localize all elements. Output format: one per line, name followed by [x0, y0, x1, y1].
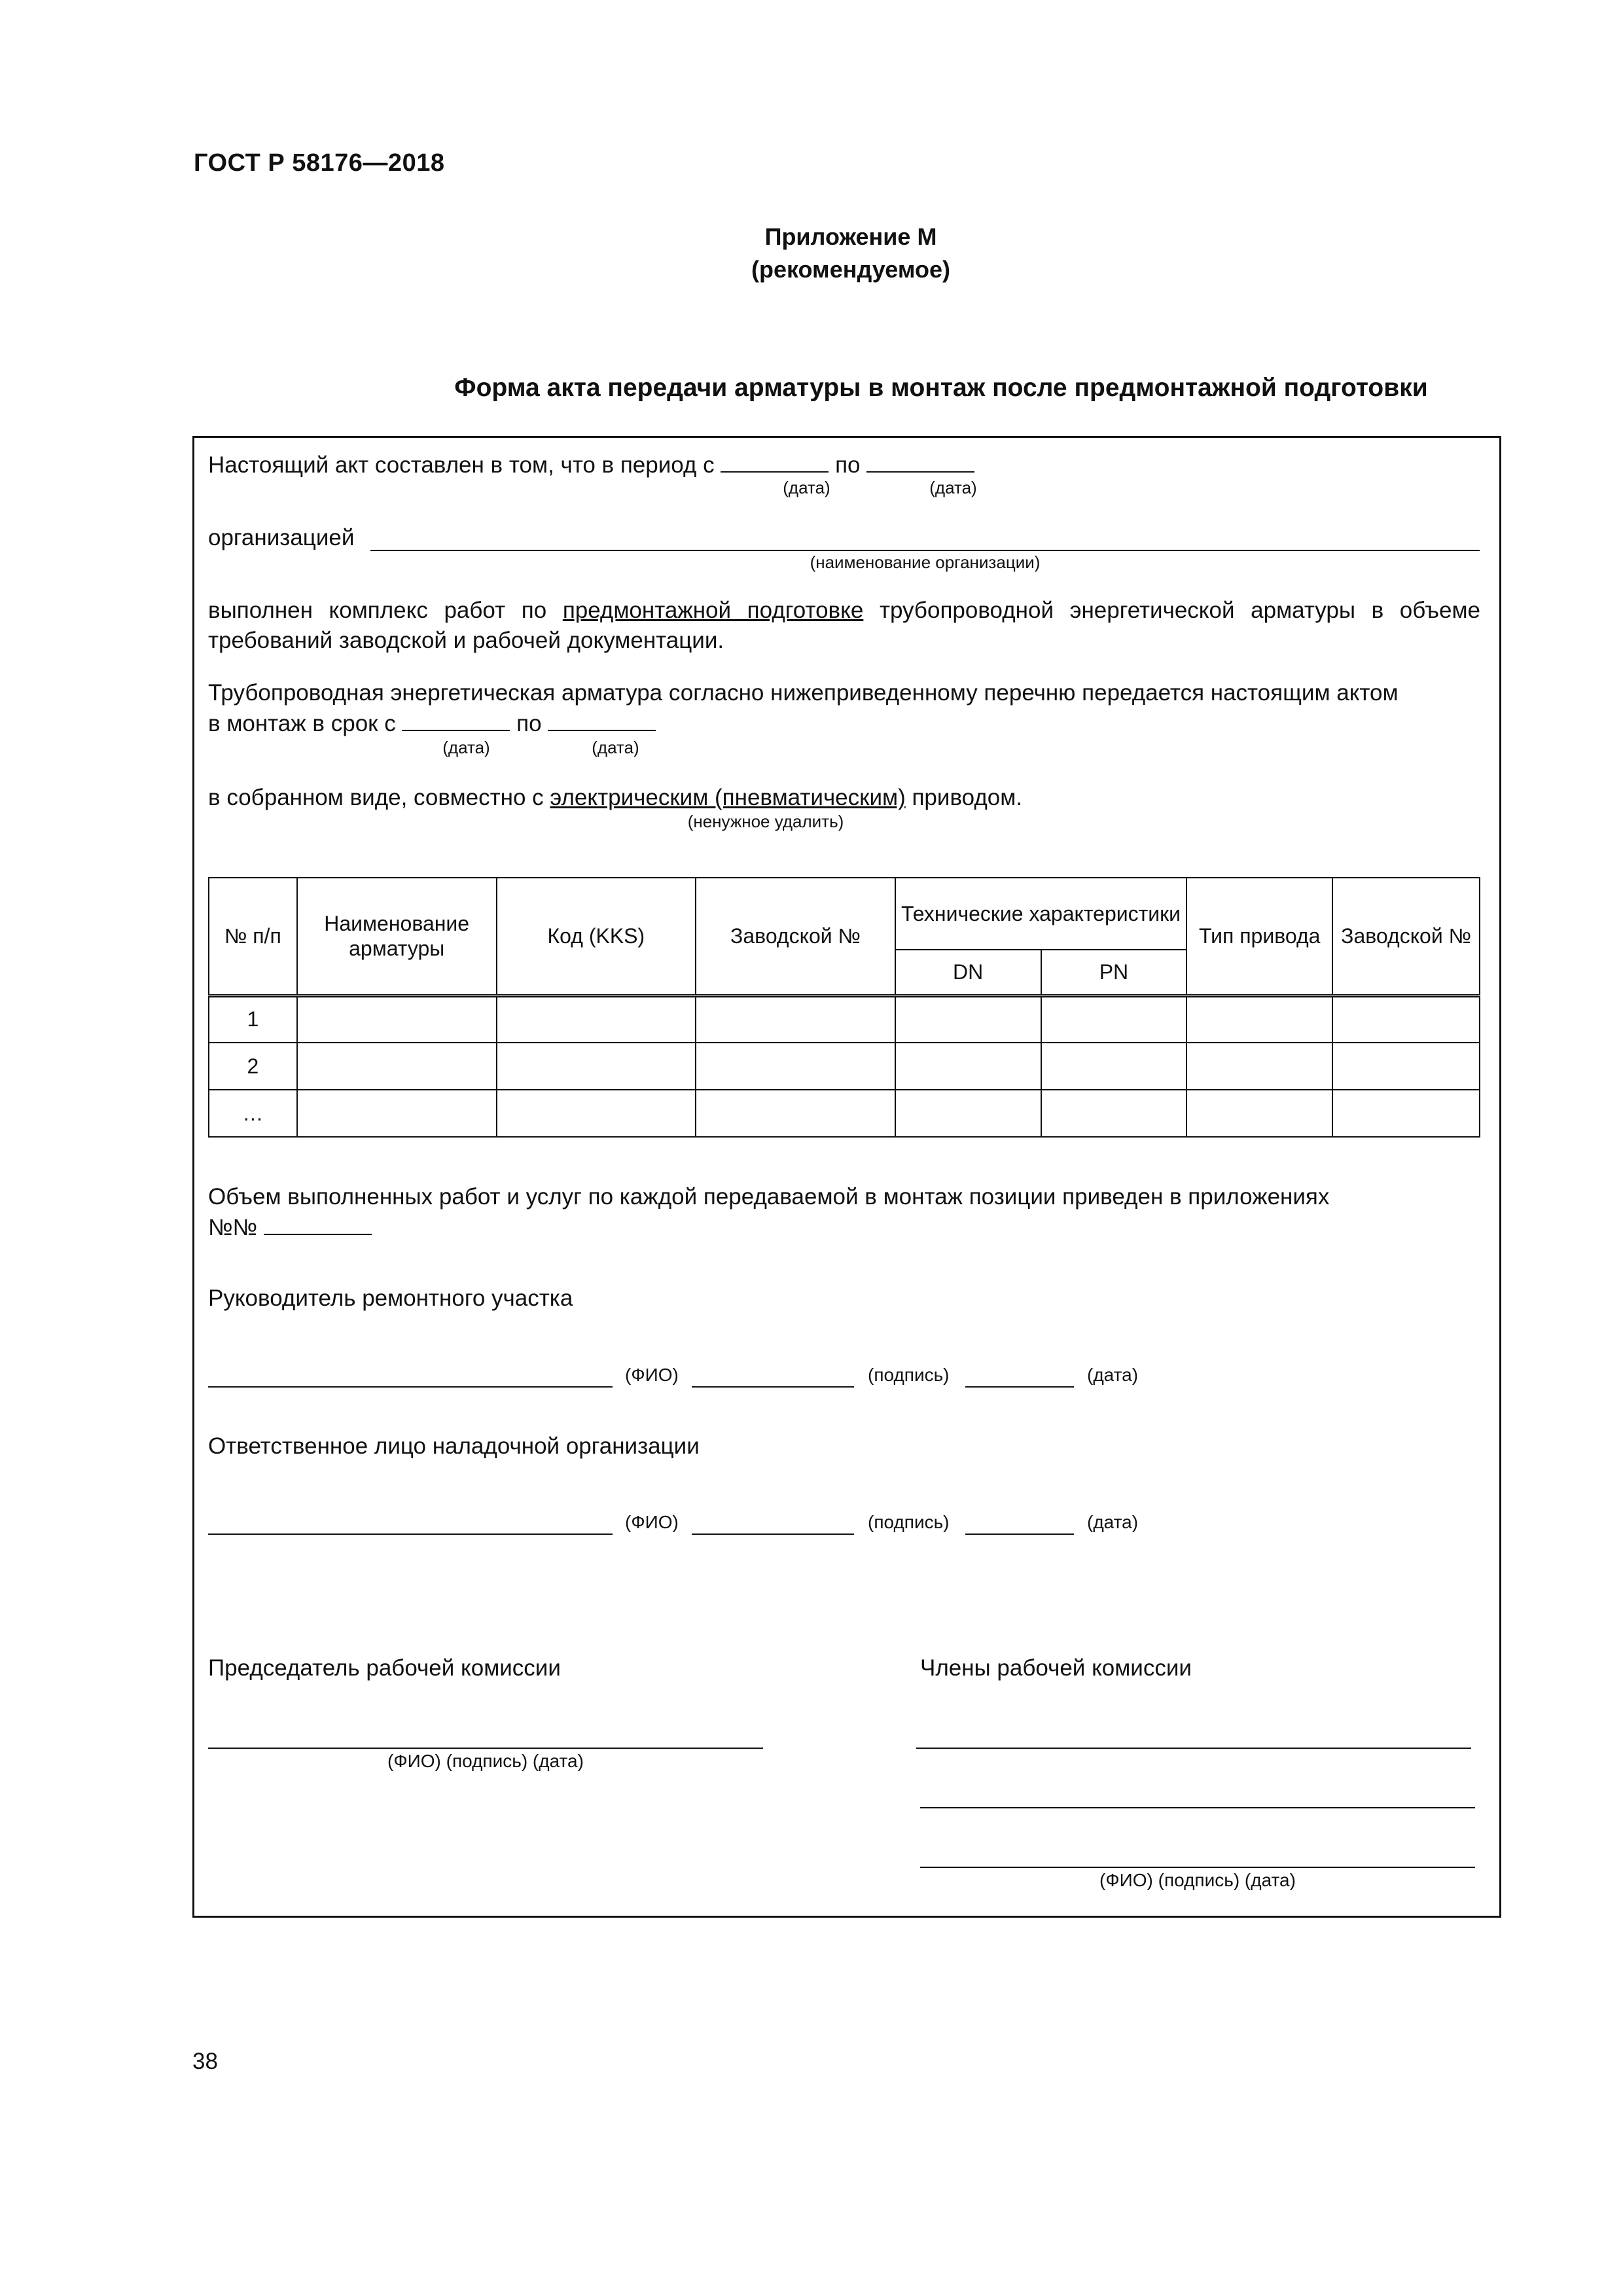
mount-start-field[interactable] — [402, 708, 510, 731]
repair-fio-caption: (ФИО) — [625, 1365, 679, 1385]
members-label: Члены рабочей комиссии — [920, 1655, 1192, 1681]
appendix-status: (рекомендуемое) — [751, 256, 950, 283]
cell-drive-type[interactable] — [1186, 1043, 1332, 1090]
work-text-before: выполнен комплекс работ по — [208, 598, 547, 623]
org-label: организацией — [208, 525, 355, 550]
cell-serial[interactable] — [696, 996, 895, 1043]
org-caption: (наименование организации) — [810, 552, 1041, 572]
repair-signature-field[interactable] — [692, 1386, 854, 1388]
col-num: № п/п — [209, 878, 297, 996]
appendix-numbers-field[interactable] — [264, 1211, 372, 1235]
appendix-title: Приложение М — [764, 223, 937, 250]
mount-start-caption: (дата) — [442, 738, 490, 757]
commissioning-fio-field[interactable] — [208, 1534, 613, 1535]
cell-drive-serial[interactable] — [1332, 1043, 1480, 1090]
transfer-line-text: в монтаж в срок с — [208, 711, 396, 736]
cell-drive-type[interactable] — [1186, 1090, 1332, 1137]
repair-head-label: Руководитель ремонтного участка — [208, 1285, 573, 1311]
assembly-text-after: приводом. — [912, 785, 1023, 810]
chairman-caption: (ФИО) (подпись) (дата) — [387, 1751, 584, 1771]
col-dn: DN — [895, 950, 1041, 996]
col-tech: Технические характеристики — [895, 878, 1187, 950]
cell-pn[interactable] — [1041, 1043, 1187, 1090]
commissioning-signature-field[interactable] — [692, 1534, 854, 1535]
cell-code[interactable] — [497, 1043, 696, 1090]
cell-drive-serial[interactable] — [1332, 996, 1480, 1043]
row-num: … — [209, 1090, 297, 1137]
cell-name[interactable] — [297, 996, 497, 1043]
mount-end-caption: (дата) — [592, 738, 639, 757]
organization-field[interactable] — [370, 550, 1480, 551]
member-2-field[interactable] — [920, 1807, 1475, 1808]
cell-code[interactable] — [497, 1090, 696, 1137]
col-pn: PN — [1041, 950, 1187, 996]
member-3-field[interactable] — [920, 1867, 1475, 1868]
cell-serial[interactable] — [696, 1090, 895, 1137]
drive-option-text: электрическим (пневматическим) — [550, 785, 906, 810]
volume-paragraph: Объем выполненных работ и услуг по каждой передаваемой в монтаж позиции приведен в приложениях — [208, 1184, 1330, 1210]
table-row — [209, 1090, 1480, 1137]
col-drive-serial: Заводской № — [1332, 878, 1480, 996]
cell-dn[interactable] — [895, 1043, 1041, 1090]
period-start-caption: (дата) — [783, 478, 830, 497]
page-number: 38 — [192, 2049, 218, 2074]
form-frame — [192, 436, 1501, 1918]
row-num: 2 — [209, 1043, 297, 1090]
cell-dn[interactable] — [895, 996, 1041, 1043]
commissioning-date-caption: (дата) — [1087, 1512, 1139, 1532]
work-underlined-text: предмонтажной подготовке — [562, 598, 864, 623]
member-1-field[interactable] — [916, 1748, 1471, 1749]
period-start-field[interactable] — [721, 449, 829, 473]
chairman-signature-field[interactable] — [208, 1748, 763, 1749]
table-row — [209, 996, 1480, 1043]
volume-line — [208, 1211, 372, 1243]
work-paragraph — [208, 596, 1480, 656]
commissioning-label: Ответственное лицо наладочной организации — [208, 1433, 700, 1459]
cell-drive-serial[interactable] — [1332, 1090, 1480, 1137]
col-name: Наименование арматуры — [297, 878, 497, 996]
table-row — [209, 1043, 1480, 1090]
transfer-paragraph: Трубопроводная энергетическая арматура согласно нижеприведенному перечню передается настоящим актом — [208, 680, 1399, 706]
assembly-text-before: в собранном виде, совместно с — [208, 785, 544, 810]
col-drive-type: Тип привода — [1186, 878, 1332, 996]
cell-drive-type[interactable] — [1186, 996, 1332, 1043]
standard-header: ГОСТ Р 58176—2018 — [194, 149, 445, 177]
commissioning-date-field[interactable] — [965, 1534, 1074, 1535]
period-end-caption: (дата) — [929, 478, 977, 497]
commissioning-fio-caption: (ФИО) — [625, 1512, 679, 1532]
cell-name[interactable] — [297, 1043, 497, 1090]
cell-code[interactable] — [497, 996, 696, 1043]
repair-date-caption: (дата) — [1087, 1365, 1139, 1385]
row-num: 1 — [209, 996, 297, 1043]
work-text-after: трубопроводной энергетической арматуры в объеме требований заводской и рабочей документации. — [208, 598, 1481, 653]
col-code: Код (KKS) — [497, 878, 696, 996]
col-serial: Заводской № — [696, 878, 895, 996]
chairman-label: Председатель рабочей комиссии — [208, 1655, 561, 1681]
members-caption: (ФИО) (подпись) (дата) — [1099, 1870, 1296, 1890]
cell-dn[interactable] — [895, 1090, 1041, 1137]
repair-signature-caption: (подпись) — [868, 1365, 950, 1385]
cell-pn[interactable] — [1041, 996, 1187, 1043]
period-end-field[interactable] — [866, 449, 974, 473]
delete-caption: (ненужное удалить) — [687, 812, 844, 831]
form-title: Форма акта передачи арматуры в монтаж после предмонтажной подготовки — [454, 374, 1428, 402]
intro-text: Настоящий акт составлен в том, что в период с — [208, 452, 715, 478]
cell-name[interactable] — [297, 1090, 497, 1137]
mount-end-field[interactable] — [548, 708, 656, 731]
repair-date-field[interactable] — [965, 1386, 1074, 1388]
cell-serial[interactable] — [696, 1043, 895, 1090]
transfer-line — [208, 708, 656, 739]
items-table — [208, 877, 1480, 1138]
repair-fio-field[interactable] — [208, 1386, 613, 1388]
commissioning-signature-caption: (подпись) — [868, 1512, 950, 1532]
intro-mid-text: по — [835, 452, 861, 478]
volume-nums-text: №№ — [208, 1215, 258, 1240]
transfer-mid-text: по — [516, 711, 542, 736]
assembly-line — [208, 783, 1022, 813]
cell-pn[interactable] — [1041, 1090, 1187, 1137]
intro-line — [208, 449, 974, 480]
